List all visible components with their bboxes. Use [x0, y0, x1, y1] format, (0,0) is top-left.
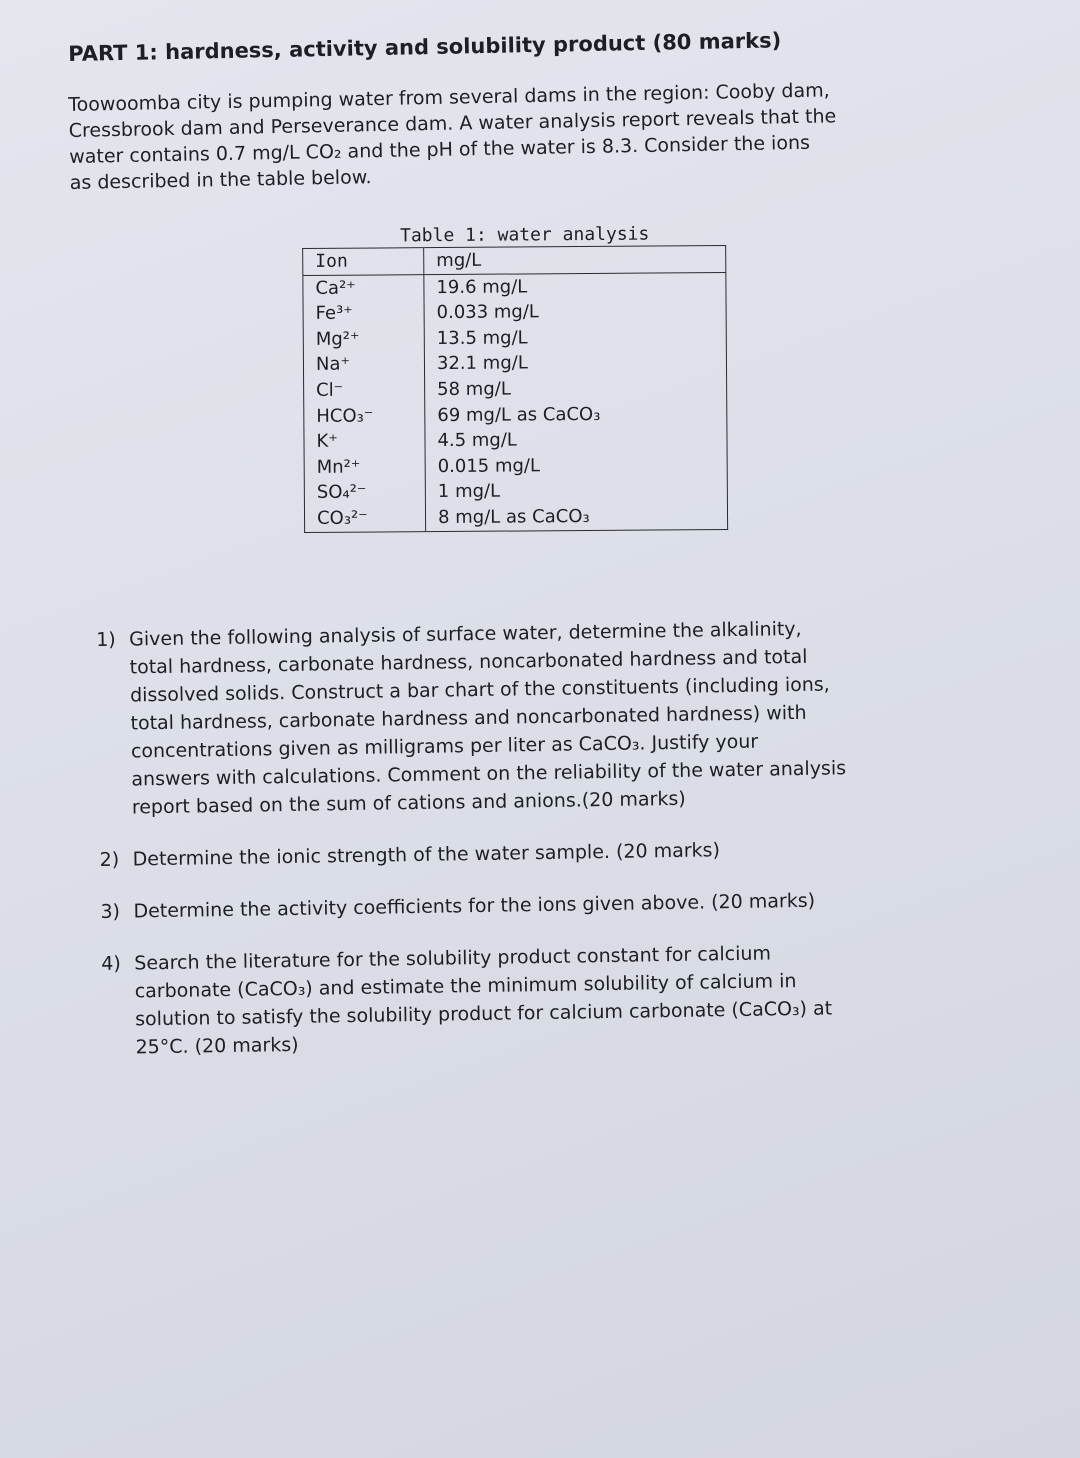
- intro-paragraph: [68, 75, 970, 196]
- ion-cell: Fe³⁺: [303, 300, 424, 326]
- question-line: answers with calculations. Comment on the reliability of the water analysis: [131, 757, 847, 791]
- question-number: 2): [99, 848, 120, 871]
- value-cell: 8 mg/L as CaCO₃: [437, 505, 590, 528]
- ion-cell: Mg²⁺: [303, 326, 424, 352]
- value-cell: 0.015 mg/L: [437, 455, 541, 477]
- question-list: [96, 612, 1003, 1086]
- value-cell: 0.033 mg/L: [436, 301, 539, 324]
- value-cell: 58 mg/L: [437, 378, 511, 401]
- table-header-row: [303, 246, 726, 276]
- water-analysis-table-block: [302, 223, 728, 532]
- intro-line: as described in the table below.: [69, 166, 372, 194]
- water-analysis-table: [302, 245, 728, 532]
- question-line: 25°C. (20 marks): [135, 1033, 299, 1059]
- value-cell: 32.1 mg/L: [436, 352, 528, 375]
- table-row: [304, 375, 727, 404]
- table-row: [304, 426, 727, 455]
- value-cell: 19.6 mg/L: [436, 276, 528, 298]
- table-row: [303, 324, 726, 353]
- question-number: 4): [101, 952, 121, 975]
- question-line: Given the following analysis of surface water, determine the alkalinity,: [129, 617, 802, 651]
- ion-cell: CO₃²⁻: [304, 505, 425, 532]
- table-row: [303, 298, 726, 327]
- value-cell: 1 mg/L: [437, 480, 501, 503]
- question-number: 3): [100, 900, 121, 923]
- value-cell: 13.5 mg/L: [436, 327, 528, 349]
- table-row: [303, 349, 726, 378]
- question-line: total hardness, carbonate hardness, noncarbonated hardness and total: [129, 645, 808, 679]
- question-line: concentrations given as milligrams per liter as CaCO₃. Justify your: [130, 730, 759, 763]
- intro-line: Toowoomba city is pumping water from several dams in the region: Cooby dam,: [68, 79, 830, 116]
- ion-cell: Ca²⁺: [303, 274, 424, 301]
- question-2: [99, 832, 999, 874]
- value-cell: 69 mg/L as CaCO₃: [437, 403, 601, 426]
- table-row: [304, 477, 727, 506]
- table-row: [304, 503, 727, 532]
- question-line: report based on the sum of cations and anions.(20 marks): [131, 787, 686, 819]
- question-line: dissolved solids. Construct a bar chart of the constituents (including ions,: [129, 673, 830, 707]
- question-line: carbonate (CaCO₃) and estimate the minimum solubility of calcium in: [134, 970, 797, 1003]
- intro-line: Cressbrook dam and Perseverance dam. A water analysis report reveals that the: [68, 105, 837, 142]
- table-row: [304, 452, 727, 481]
- ion-cell: Mn²⁺: [304, 454, 425, 480]
- table-caption: Table 1: water analysis: [399, 223, 650, 247]
- question-line: solution to satisfy the solubility product for calcium carbonate (CaCO₃) at: [135, 997, 833, 1031]
- table-row: [303, 272, 726, 301]
- ion-cell: SO₄²⁻: [304, 479, 425, 505]
- ion-cell: HCO₃⁻: [304, 403, 425, 429]
- part-heading: PART 1: hardness, activity and solubility product (80 marks): [68, 28, 782, 66]
- value-column-header: mg/L: [424, 246, 726, 275]
- question-line: Search the literature for the solubility product constant for calcium: [134, 942, 772, 975]
- value-cell: 4.5 mg/L: [437, 429, 517, 452]
- ion-column-header: Ion: [303, 248, 424, 275]
- question-line: total hardness, carbonate hardness and noncarbonated hardness) with: [130, 701, 807, 735]
- ion-cell: Cl⁻: [304, 377, 425, 403]
- question-line: Determine the ionic strength of the water sample. (20 marks): [132, 839, 721, 871]
- question-1: [96, 612, 999, 822]
- question-4: [101, 936, 1003, 1062]
- intro-line: water contains 0.7 mg/L CO₂ and the pH of the water is 8.3. Consider the ions: [69, 131, 811, 168]
- ion-cell: Na⁺: [303, 352, 424, 378]
- table-row: [304, 401, 727, 430]
- question-line: Determine the activity coefficients for the ions given above. (20 marks): [133, 889, 816, 923]
- ion-cell: K⁺: [304, 428, 425, 454]
- question-number: 1): [96, 628, 116, 651]
- question-3: [100, 884, 1000, 926]
